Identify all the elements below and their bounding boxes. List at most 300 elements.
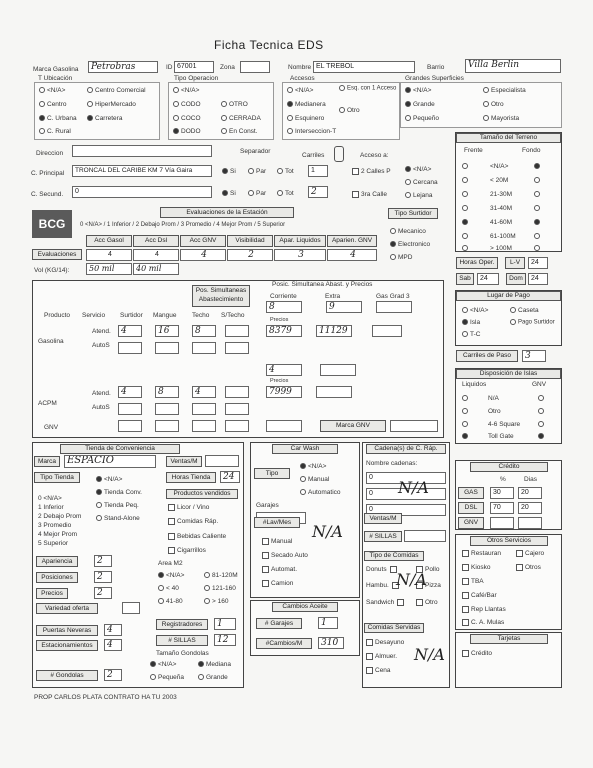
direccion-label: Direccion <box>36 150 64 157</box>
acpm-autos-s-techo[interactable] <box>225 403 249 415</box>
credito-title: Crédito <box>470 462 548 472</box>
terr-row-30[interactable]: 21-30M <box>462 191 512 198</box>
carriles-paso-label: Carriles de Paso <box>456 350 518 362</box>
car-wash-na-handwritten: N/A <box>312 522 343 541</box>
gasolina-techo[interactable]: 8 <box>192 325 216 337</box>
id-label: ID <box>166 64 173 71</box>
precio-extra[interactable]: 11129 <box>316 325 352 337</box>
gnv-surtidor[interactable] <box>118 420 142 432</box>
gs-opt-grande[interactable]: Grande <box>405 101 435 108</box>
precio-gas-grad[interactable] <box>372 325 402 337</box>
secund-tot[interactable]: Tot <box>277 190 294 197</box>
credito-dias-label: Dias <box>524 476 538 483</box>
credito-dsl-label: DSL <box>458 502 484 514</box>
apariencia-label: Apariencia <box>36 556 78 567</box>
fondo-label: Fondo <box>522 147 541 154</box>
precios-label-2: Precios <box>270 378 289 384</box>
disposicion-islas-title: Disposición de Islas <box>456 369 561 379</box>
tienda-scale-3: 3 Promedio <box>38 522 72 529</box>
tienda-sillas-field[interactable]: 12 <box>214 634 236 646</box>
precio-acpm[interactable]: 7999 <box>266 386 302 398</box>
area-lt40[interactable]: < 40 <box>158 585 179 592</box>
dom-field[interactable]: 24 <box>528 273 548 285</box>
sab-label: Sab <box>456 273 474 285</box>
cw-chk-camion[interactable]: Camion <box>262 580 293 587</box>
zona-label: Zona <box>220 64 235 71</box>
ubic-opt-hipermercado[interactable]: HiperMercado <box>87 101 136 108</box>
gnv-s-techo[interactable] <box>225 420 249 432</box>
eval-col-visibilidad: Visibilidad <box>227 235 273 247</box>
marca-gnv-label: Marca GNV <box>320 420 386 432</box>
eval-val-acc-gnv[interactable]: 4 <box>180 249 226 261</box>
direccion-field[interactable] <box>72 145 212 157</box>
prod-licor[interactable]: Licor / Vino <box>168 504 209 511</box>
pos-corriente-field[interactable]: 8 <box>266 301 302 313</box>
col-surtidor: Surtidor <box>120 312 143 319</box>
carriles-paso-field[interactable]: 3 <box>522 350 546 362</box>
c-secund-field[interactable]: 0 <box>72 186 212 198</box>
terr-row-40[interactable]: 31-40M <box>462 205 512 212</box>
pos-sim-precios-label: Posic. Simultanea Abast. y Precios <box>272 281 373 288</box>
gasolina-autos-mangue[interactable] <box>155 342 179 354</box>
tienda-ventas-label: Ventas/M <box>166 456 202 467</box>
servida-almuer[interactable]: Almuer. <box>366 653 397 660</box>
posiciones-field[interactable]: 2 <box>94 571 112 583</box>
registradores-label: Registradores <box>156 619 208 630</box>
col-producto: Producto <box>44 312 71 319</box>
grandes-superficies-title: Grandes Superficies <box>405 75 464 82</box>
horas-tienda-field[interactable]: 24 <box>220 471 240 483</box>
ubic-opt-c-urbana[interactable]: C. Urbana <box>39 115 77 122</box>
tipo-operacion-group <box>168 82 274 140</box>
gs-opt-na[interactable]: <N/A> <box>405 87 431 94</box>
terr-row-na[interactable]: <N/A> <box>462 163 508 170</box>
principal-tot[interactable]: Tot <box>277 168 294 175</box>
separador-label: Separador <box>240 148 271 155</box>
col-mangue: Mangue <box>153 312 177 319</box>
terr-row-20[interactable]: < 20M <box>462 177 508 184</box>
ubicacion-title: T Ubicación <box>38 75 73 82</box>
servida-desayuno[interactable]: Desayuno <box>366 639 404 646</box>
comidas-servidas-title: Comidas Servidas <box>364 623 424 633</box>
gasolina-autos-techo[interactable] <box>192 342 216 354</box>
gasolina-s-techo[interactable] <box>225 325 249 337</box>
cambios-aceite-title: Cambios Aceite <box>272 602 338 612</box>
productos-vendidos-title: Productos vendidos <box>166 489 238 499</box>
num-gondolas-field[interactable]: 2 <box>104 669 122 681</box>
ubic-opt-carretera[interactable]: Carretera <box>87 115 122 122</box>
gnv-techo[interactable] <box>192 420 216 432</box>
barrio-label: Barrio <box>427 64 445 71</box>
registradores-field[interactable]: 1 <box>214 618 236 630</box>
principal-par[interactable]: Par <box>248 168 266 175</box>
tamano-terreno-title: Tamaño del Terreno <box>456 133 561 143</box>
prod-comidas[interactable]: Comidas Ráp. <box>168 518 218 525</box>
pago-na[interactable]: <N/A> <box>462 307 488 314</box>
serv-cajero[interactable]: Cajero <box>516 550 544 557</box>
islas-square[interactable]: 4-6 Square <box>462 421 520 428</box>
footer-text: PROP CARLOS PLATA CONTRATO HA TU 2003 <box>34 694 177 701</box>
ubicacion-group <box>34 82 160 140</box>
comida-pizza[interactable]: Pizza <box>416 582 441 589</box>
credito-gnv-pct[interactable] <box>490 517 514 529</box>
secund-par[interactable]: Par <box>248 190 266 197</box>
cadena-field-2[interactable]: 0 <box>366 488 446 500</box>
eval-val-acc-dsl[interactable]: 4 <box>133 249 179 261</box>
prod-cigarrillos[interactable]: Cigarrillos <box>168 547 206 554</box>
tienda-marca-field[interactable]: ESPACIO <box>64 455 156 468</box>
tienda-scale-0: 0 <N/A> <box>38 495 62 502</box>
acceso-lejana[interactable]: Lejana <box>405 192 433 199</box>
cadenas-sillas-label: # SILLAS <box>364 531 402 542</box>
cadenas-sillas-field[interactable] <box>404 530 446 542</box>
islas-toll-gate[interactable]: Toll Gate <box>462 433 514 440</box>
serv-rep-llantas[interactable]: Rep Llantas <box>462 606 506 613</box>
pago-surtidor[interactable]: Pago Surtidor <box>510 319 555 326</box>
acpm-atend: Atend. <box>92 390 111 397</box>
area-81-120[interactable]: 81-120M <box>204 572 238 579</box>
apariencia-field[interactable]: 2 <box>94 555 112 567</box>
marca-gasolina-field[interactable]: Petrobras <box>88 61 158 73</box>
op-opt-na[interactable]: <N/A> <box>173 87 199 94</box>
vol-field-2[interactable]: 40 mil <box>133 263 179 275</box>
pago-tc[interactable]: T-C <box>462 331 480 338</box>
evaluaciones-row-label: Evaluaciones <box>32 249 82 260</box>
surtidor-mpd[interactable]: MPD <box>390 254 412 261</box>
precio-corriente[interactable]: 8379 <box>266 325 302 337</box>
gondola-mediana[interactable]: Mediana <box>198 661 231 668</box>
car-wash-manual[interactable]: Manual <box>300 476 329 483</box>
comida-pollo[interactable]: Pollo <box>416 566 439 573</box>
acpm-mangue[interactable]: 8 <box>155 386 179 398</box>
acceso-na[interactable]: <N/A> <box>405 166 431 173</box>
variedad-field[interactable] <box>122 602 140 614</box>
ubic-opt-centro[interactable]: Centro <box>39 101 67 108</box>
cadena-field-3[interactable]: 0 <box>366 504 446 516</box>
acpm-label: ACPM <box>38 400 57 407</box>
eval-col-apar-liquidos: Apar. Liquidos <box>274 235 326 247</box>
evaluaciones-title: Evaluaciones de la Estación <box>160 207 294 218</box>
comida-donuts[interactable]: Donuts <box>366 566 399 573</box>
eval-col-acc-gnv: Acc GNV <box>180 235 226 247</box>
extra-label: Extra <box>325 293 341 300</box>
variedad-label: Variedad oferta <box>36 603 98 614</box>
cambios-mes-label: #Cambios/M <box>256 638 312 649</box>
disposicion-islas-panel <box>455 368 562 444</box>
serv-restauran[interactable]: Restauran <box>462 550 501 557</box>
comida-hambu[interactable]: Hambu. <box>366 582 401 589</box>
gs-opt-otro[interactable]: Otro <box>483 101 504 108</box>
gondola-pequena[interactable]: Pequeña <box>150 674 184 681</box>
acc-opt-interseccion[interactable]: Interseccion-T <box>287 128 336 135</box>
gs-opt-mayorista[interactable]: Mayorista <box>483 115 519 122</box>
tamano-terreno-panel <box>455 132 562 252</box>
acc-opt-na[interactable]: <N/A> <box>287 87 313 94</box>
col-techo: Techo <box>192 312 210 319</box>
comida-otro[interactable]: Otro <box>416 599 438 606</box>
tienda-scale-2: 2 Debajo Prom <box>38 513 82 520</box>
acc-opt-esq-1[interactable]: Esq. con 1 Acceso <box>339 85 396 92</box>
gnv-islas-label: GNV <box>532 381 547 388</box>
carriles-secund-field[interactable]: 2 <box>308 186 328 198</box>
credito-gas-label: GAS <box>458 487 484 499</box>
cadena-field-1[interactable]: 0 <box>366 472 446 484</box>
acpm-autos-surtidor[interactable] <box>118 403 142 415</box>
tipo-surtidor-title: Tipo Surtidor <box>388 208 438 219</box>
acpm-autos-mangue[interactable] <box>155 403 179 415</box>
carriles-principal-field[interactable]: 1 <box>308 165 328 177</box>
surtidor-mecanico[interactable]: Mecanico <box>390 228 426 235</box>
dos-calles-check[interactable]: 2 Calles P <box>352 168 391 175</box>
gas-grad-label: Gas Grad 3 <box>376 293 410 300</box>
form-title: Ficha Tecnica EDS <box>214 38 324 52</box>
tipo-tienda-label: Tipo Tienda <box>34 472 80 483</box>
cambios-garajes-field[interactable]: 1 <box>318 617 338 629</box>
serv-cafe-bar[interactable]: Café/Bar <box>462 592 497 599</box>
gasolina-atend: Atend. <box>92 328 111 335</box>
credito-pct-label: % <box>500 476 506 483</box>
tienda-scale-4: 4 Mejor Prom <box>38 531 78 538</box>
gs-opt-pequeno[interactable]: Pequeño <box>405 115 439 122</box>
tipo-tienda-stand[interactable]: Stand-Alone <box>96 515 140 522</box>
op-opt-cerrada[interactable]: CERRADA <box>221 115 261 122</box>
secund-si[interactable]: Si <box>222 190 236 197</box>
pago-caseta[interactable]: Caseta <box>510 307 539 314</box>
comida-sandwich[interactable]: Sandwich <box>366 599 406 606</box>
acceso-a-label: Acceso a: <box>360 152 389 159</box>
fondo-na-radio[interactable] <box>534 163 540 169</box>
horas-tienda-label: Horas Tienda <box>166 472 216 483</box>
gondola-na[interactable]: <N/A> <box>150 661 176 668</box>
precios-label-1: Precios <box>270 317 289 323</box>
car-wash-title: Car Wash <box>272 444 338 454</box>
accesos-group <box>282 82 400 140</box>
gasolina-autos: AutoS <box>92 342 110 349</box>
credito-gnv-label: GNV <box>458 517 484 529</box>
tienda-scale-1: 1 Inferior <box>38 504 64 511</box>
pago-isla[interactable]: Isla <box>462 319 480 326</box>
acpm-autos-techo[interactable] <box>192 403 216 415</box>
otros-servicios-title: Otros Servicios <box>470 536 548 546</box>
lav-mes-label: #Lav/Mes <box>254 517 300 528</box>
tipo-comidas-na-handwritten: N/A <box>396 570 427 589</box>
tipo-tienda-peq[interactable]: Tienda Peq. <box>96 502 139 509</box>
acceso-cercana[interactable]: Cercana <box>405 179 438 186</box>
tienda-title: Tienda de Conveniencia <box>60 444 180 454</box>
grandes-superficies-group <box>400 82 562 128</box>
cambios-mes-field[interactable]: 310 <box>318 637 344 649</box>
terr-row-100[interactable]: 61-100M <box>462 233 516 240</box>
c-principal-field[interactable]: TRONCAL DEL CARIBE KM 7 Vía Gaira <box>72 165 212 177</box>
op-opt-dodo[interactable]: DODO <box>173 128 201 135</box>
cadenas-ventas-label: Ventas/M <box>364 513 402 524</box>
gondola-grande[interactable]: Grande <box>198 674 228 681</box>
serv-otros[interactable]: Otros <box>516 564 541 571</box>
accesos-title: Accesos <box>290 75 315 82</box>
serv-ca-mulas[interactable]: C. A. Mulas <box>462 619 504 626</box>
principal-si[interactable]: Si <box>222 168 236 175</box>
tipo-operacion-title: Tipo Operacion <box>174 75 219 82</box>
acpm-techo[interactable]: 4 <box>192 386 216 398</box>
gondolas-title: Tamaño Gondolas <box>156 650 209 657</box>
ubic-opt-centro-comercial[interactable]: Centro Comercial <box>87 87 146 94</box>
lugar-pago-panel <box>455 290 562 346</box>
servida-cena[interactable]: Cena <box>366 667 391 674</box>
nombre-cadenas-label: Nombre cadenas: <box>366 460 418 467</box>
servidas-na-handwritten: N/A <box>414 645 445 664</box>
area-na[interactable]: <N/A> <box>158 572 184 579</box>
serv-tba[interactable]: TBA <box>462 578 484 585</box>
cw-chk-automat[interactable]: Automat. <box>262 566 297 573</box>
lv-field[interactable]: 24 <box>528 257 548 269</box>
surtidor-electronico[interactable]: Electronico <box>390 241 430 248</box>
cadenas-na-handwritten: N/A <box>398 478 429 497</box>
ubic-opt-c-rural[interactable]: C. Rural <box>39 128 71 135</box>
credito-gas-pct[interactable]: 30 <box>490 487 514 499</box>
traffic-light-icon <box>334 146 344 162</box>
vol-field-1[interactable]: 50 mil <box>86 263 132 275</box>
car-wash-tipo-label: Tipo <box>254 468 290 479</box>
id-field[interactable]: 67001 <box>174 61 214 73</box>
area-41-80[interactable]: 41-80 <box>158 598 183 605</box>
fondo-100-radio[interactable] <box>534 233 540 239</box>
tarjeta-credito[interactable]: Crédito <box>462 650 492 657</box>
puertas-neveras-label: Puertas Neveras <box>36 625 98 636</box>
credito-gas-dias[interactable]: 20 <box>518 487 542 499</box>
gasolina-label: Gasolina <box>38 338 64 345</box>
eval-col-acc-dsl: Acc Dsl <box>133 235 179 247</box>
car-wash-automatico[interactable]: Automatico <box>300 489 341 496</box>
cw-chk-secado[interactable]: Secado Auto <box>262 552 308 559</box>
gasolina-autos-s-techo[interactable] <box>225 342 249 354</box>
vol-label: Vol (KG/14): <box>34 267 70 274</box>
corriente-label: Corriente <box>270 293 297 300</box>
barrio-field[interactable]: Villa Berlin <box>465 59 561 73</box>
precios-tienda-field[interactable]: 2 <box>94 587 112 599</box>
liquidos-label: Liquidos <box>462 381 487 388</box>
fondo-20-radio[interactable] <box>534 177 540 183</box>
credito-gnv-dias[interactable] <box>518 517 542 529</box>
marca-gnv-field[interactable] <box>390 420 438 432</box>
eval-val-acc-gasol[interactable]: 4 <box>86 249 132 261</box>
serv-kiosko[interactable]: Kiosko <box>462 564 491 571</box>
terr-row-gt100[interactable]: > 100M <box>462 245 512 252</box>
eval-val-visibilidad[interactable]: 2 <box>227 249 273 261</box>
gasolina-autos-surtidor[interactable] <box>118 342 142 354</box>
terr-row-60[interactable]: 41-60M <box>462 219 512 226</box>
gs-opt-especialista[interactable]: Especialista <box>483 87 526 94</box>
nombre-field[interactable]: EL TREBOL <box>313 61 415 73</box>
evaluaciones-scale: 0 <N/A> / 1 Inferior / 2 Debajo Prom / 3 Promedio / 4 Mejor Prom / 5 Superior <box>80 222 286 228</box>
fondo-30-radio[interactable] <box>534 191 540 197</box>
acc-opt-medianera[interactable]: Medianera <box>287 101 326 108</box>
gnv-mangue[interactable] <box>155 420 179 432</box>
eval-val-apar-liquidos[interactable]: 3 <box>274 249 326 261</box>
op-opt-otro[interactable]: OTRO <box>221 101 248 108</box>
frente-label: Frente <box>464 147 483 154</box>
c-secund-label: C. Secund. <box>31 191 64 198</box>
eval-val-aparien-gnv[interactable]: 4 <box>327 249 377 261</box>
tienda-sillas-label: # SILLAS <box>156 635 208 646</box>
tipo-tienda-conv[interactable]: Tienda Conv. <box>96 489 142 496</box>
col-servicio: Servicio <box>82 312 106 319</box>
zona-field[interactable] <box>240 61 270 73</box>
pos-gas-grad-field[interactable] <box>376 301 412 313</box>
carriles-label: Carriles <box>302 152 325 159</box>
sab-field[interactable]: 24 <box>477 273 499 285</box>
gnv-islas-square[interactable] <box>538 421 544 427</box>
acpm-pos-field-2[interactable] <box>320 364 356 376</box>
cadenas-title: Cadena(s) de C. Ráp. <box>366 444 446 454</box>
nombre-label: Nombre <box>288 64 312 71</box>
cw-chk-manual[interactable]: Manual <box>262 538 292 545</box>
gnv-islas-toll[interactable] <box>538 433 544 439</box>
fondo-40-radio[interactable] <box>534 205 540 211</box>
car-wash-na[interactable]: <N/A> <box>300 463 326 470</box>
credito-dsl-pct[interactable]: 70 <box>490 502 514 514</box>
op-opt-en-const[interactable]: En Const. <box>221 128 258 135</box>
tres-calle-check[interactable]: 3ra Calle <box>352 191 387 198</box>
cambios-garajes-label: # Garajes <box>256 618 302 629</box>
tienda-scale-5: 5 Superior <box>38 540 68 547</box>
op-opt-coco[interactable]: COCO <box>173 115 201 122</box>
dom-label: Dom <box>506 273 526 285</box>
tienda-marca-label: Marca <box>34 456 60 467</box>
eval-col-acc-gasol: Acc Gasol <box>86 235 132 247</box>
acpm-pos-field[interactable]: 4 <box>266 364 302 376</box>
area-gt160[interactable]: > 160 <box>204 598 228 605</box>
puertas-neveras-field[interactable]: 4 <box>104 624 122 636</box>
precios-tienda-label: Precios <box>36 588 68 599</box>
gnv-islas-na[interactable] <box>538 395 544 401</box>
islas-na[interactable]: N/A <box>462 395 499 402</box>
gnv-label: GNV <box>44 424 59 431</box>
pos-extra-field[interactable]: 9 <box>326 301 362 313</box>
op-opt-codo[interactable]: CODO <box>173 101 201 108</box>
horas-oper-label: Horas Oper. <box>456 257 498 269</box>
gnv-islas-otro[interactable] <box>538 408 544 414</box>
posiciones-label: Posiciones <box>36 572 78 583</box>
tienda-ventas-field[interactable] <box>205 455 239 467</box>
acpm-surtidor[interactable]: 4 <box>118 386 142 398</box>
fondo-60-radio[interactable] <box>534 219 540 225</box>
acc-opt-esquinero[interactable]: Esquinero <box>287 115 324 122</box>
gnv-precio[interactable] <box>266 420 302 432</box>
lv-label: L-V <box>505 257 525 269</box>
ubic-opt-na[interactable]: <N/A> <box>39 87 65 94</box>
c-principal-label: C. Principal <box>31 170 65 177</box>
islas-otro[interactable]: Otro <box>462 408 501 415</box>
col-s-techo: S/Techo <box>221 312 245 319</box>
fondo-gt100-radio[interactable] <box>534 245 540 251</box>
estacionamientos-field[interactable]: 4 <box>104 639 122 651</box>
estacionamientos-label: Estacionamientos <box>36 640 98 651</box>
gasolina-mangue[interactable]: 16 <box>155 325 179 337</box>
precio-acpm-2[interactable] <box>316 386 352 398</box>
area-121-160[interactable]: 121-160 <box>204 585 236 592</box>
acc-opt-otro[interactable]: Otro <box>339 107 360 114</box>
gasolina-surtidor[interactable]: 4 <box>118 325 142 337</box>
acpm-s-techo[interactable] <box>225 386 249 398</box>
num-gondolas-label: # Gondolas <box>36 670 98 681</box>
tipo-tienda-na[interactable]: <N/A> <box>96 476 122 483</box>
marca-gasolina-label: Marca Gasolina <box>33 66 79 73</box>
credito-dsl-dias[interactable]: 20 <box>518 502 542 514</box>
car-wash-garajes-label: Garajes <box>256 502 279 509</box>
prod-bebidas[interactable]: Bebidas Caliente <box>168 533 226 540</box>
pos-simultaneas-label: Pos. Simultaneas Abastecimiento <box>192 285 250 307</box>
tipo-comidas-title: Tipo de Comidas <box>364 551 424 561</box>
